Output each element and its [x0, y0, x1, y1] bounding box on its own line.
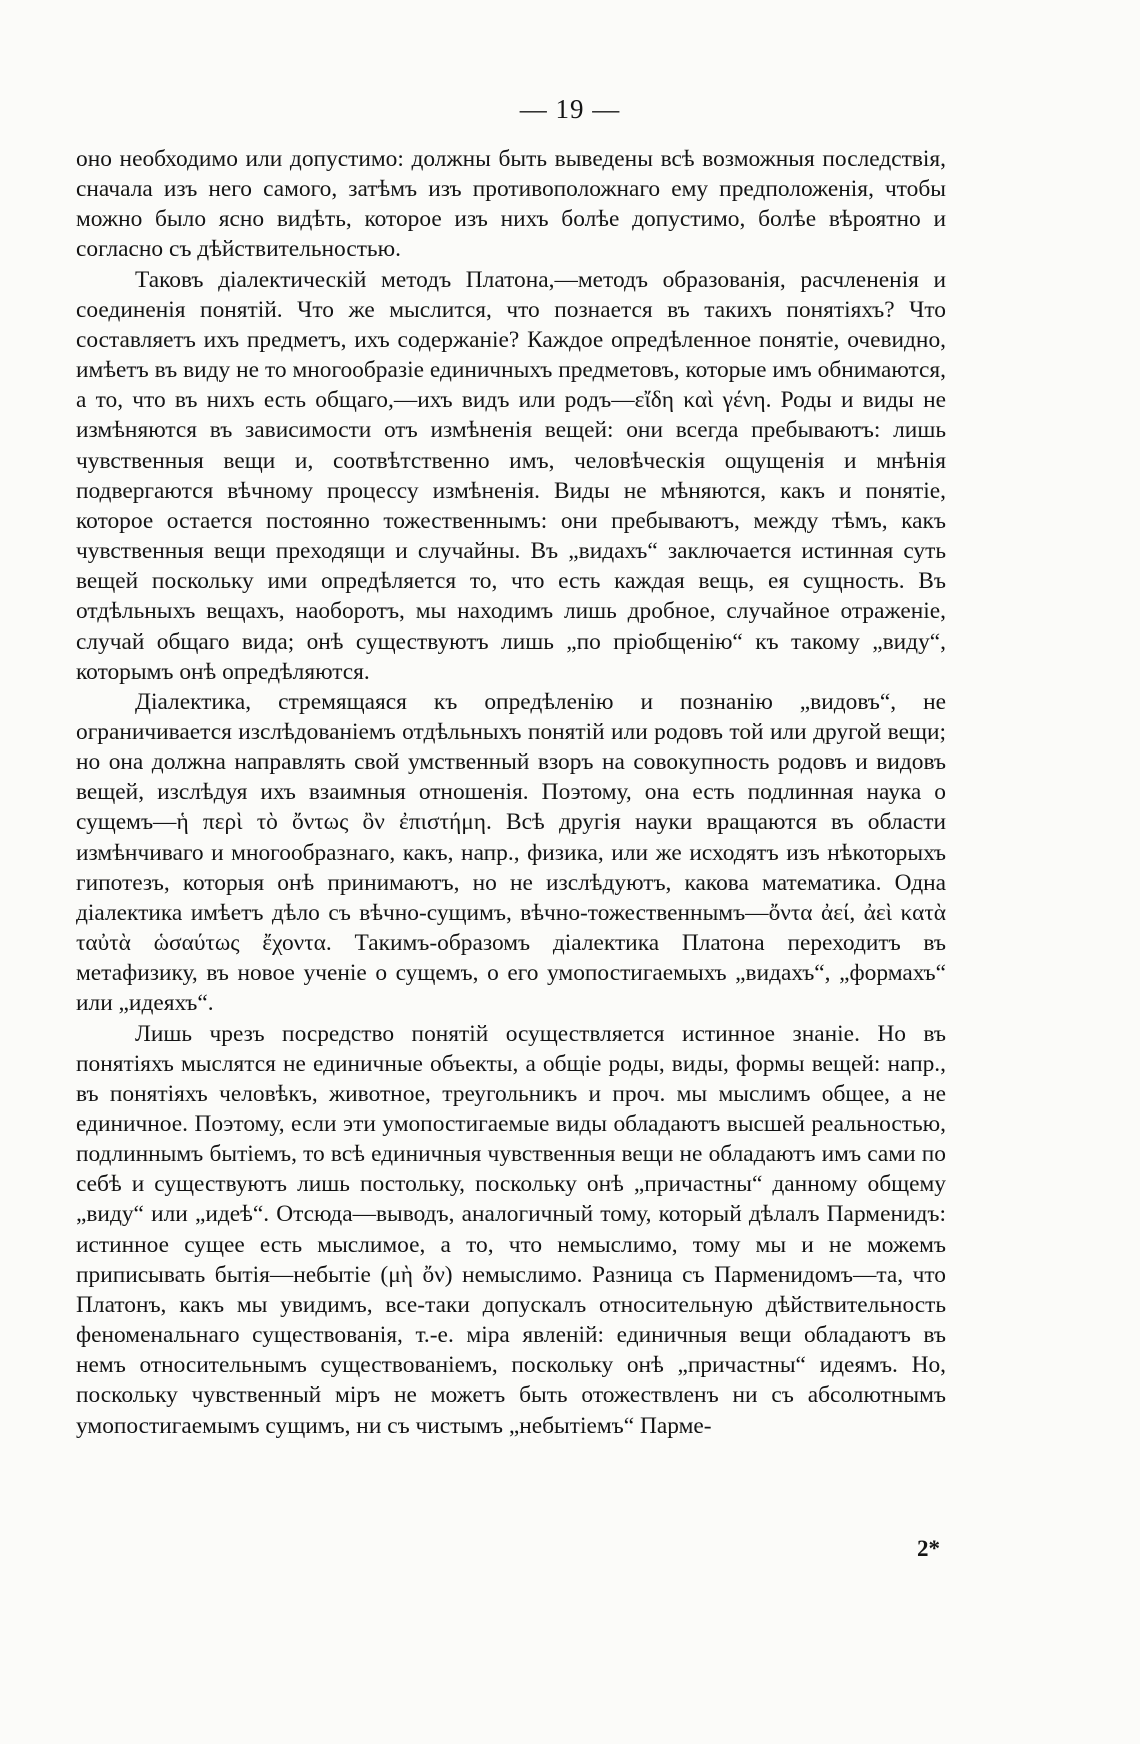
paragraph-1: оно необходимо или допустимо: должны быть выведены всѣ возможныя последствія, сначала изъ него самого, затѣмъ изъ противоположнаго ему предположенія, чтобы можно было ясно видѣть, которое изъ нихъ болѣе допустимо, болѣе вѣроятно и согласно съ дѣйствительностью.: [76, 146, 946, 263]
page-number: — 19 —: [519, 94, 621, 124]
body-text: [76, 144, 946, 1441]
paragraph-2: Таковъ діалектическій методъ Платона,—методъ образованія, расчлененія и соединенія понятій. Что же мыслится, что познается въ такихъ понятіяхъ? Что составляетъ ихъ предметъ, ихъ содержаніе? Каждое опредѣленное понятіе, очевидно, имѣетъ въ виду не то многообразіе единичныхъ предметовъ, которые имъ обнимаются, а то, что въ нихъ есть общаго,—ихъ видъ или родъ—εἴδη καὶ γένη. Роды и виды не измѣняются въ зависимости отъ измѣненія вещей: они всегда пребываютъ: лишь чувственныя вещи и, соотвѣтственно имъ, человѣческія ощущенія и мнѣнія подвергаются вѣчному процессу измѣненія. Виды не мѣняются, какъ и понятіе, которое остается постоянно тожественнымъ: они пребываютъ, между тѣмъ, какъ чувственныя вещи преходящи и случайны. Въ „видахъ“ заключается истинная суть вещей поскольку ими опредѣляется то, что есть каждая вещь, ея сущность. Въ отдѣльныхъ вещахъ, наоборотъ, мы находимъ лишь дробное, случайное отраженіе, случай общаго вида; онѣ существуютъ лишь „по пріобщенію“ къ такому „виду“, которымъ онѣ опредѣляются.: [76, 266, 946, 685]
paragraph-3: Діалектика, стремящаяся къ опредѣленію и познанію „видовъ“, не ограничивается изслѣдованіемъ отдѣльныхъ понятій или родовъ той или другой вещи; но она должна направлять свой умственный взоръ на совокупность родовъ и видовъ вещей, изслѣдуя ихъ взаимныя отношенія. Поэтому, она есть подлинная наука о сущемъ—ἡ περὶ τὸ ὄντως ὂν ἐπιστήμη. Всѣ другія науки вращаются въ области измѣнчиваго и многообразнаго, какъ, напр., физика, или же исходятъ изъ нѣкоторыхъ гипотезъ, которыя онѣ принимаютъ, но не изслѣдуютъ, какова математика. Одна діалектика имѣетъ дѣло съ вѣчно-сущимъ, вѣчно-тожественнымъ—ὄντα ἀεί, ἀεὶ κατὰ ταὐτὰ ὡσαύτως ἔχοντα. Такимъ-образомъ діалектика Платона переходитъ въ метафизику, въ новое ученіе о сущемъ, о его умопостигаемыхъ „видахъ“, „формахъ“ или „идеяхъ“.: [76, 688, 946, 1017]
signature-mark: 2*: [917, 1536, 940, 1561]
paragraph-4: Лишь чрезъ посредство понятій осуществляется истинное знаніе. Но въ понятіяхъ мыслятся не единичные объекты, а общіе роды, виды, формы вещей: напр., въ понятіяхъ человѣкъ, животное, треугольникъ и проч. мы мыслимъ общее, а не единичное. Поэтому, если эти умопостигаемые виды обладаютъ высшей реальностью, подлиннымъ бытіемъ, то всѣ единичныя чувственныя вещи не обладаютъ имъ сами по себѣ и существуютъ лишь постольку, поскольку онѣ „причастны“ данному общему „виду“ или „идеѣ“. Отсюда—выводъ, аналогичный тому, который дѣлалъ Парменидъ: истинное сущее есть мыслимое, а то, что немыслимо, тому мы и не можемъ приписывать бытія—небытіе (μὴ ὄν) немыслимо. Разница съ Парменидомъ—та, что Платонъ, какъ мы увидимъ, все-таки допускалъ относительную дѣйствительность феноменальнаго существованія, т.-е. міра явленій: единичныя вещи обладаютъ въ немъ относительнымъ существованіемъ, поскольку онѣ „причастны“ идеямъ. Но, поскольку чувственный міръ не можетъ быть отожествленъ ни съ абсолютнымъ умопостигаемымъ сущимъ, ни съ чистымъ „небытіемъ“ Парме-: [76, 1020, 946, 1439]
